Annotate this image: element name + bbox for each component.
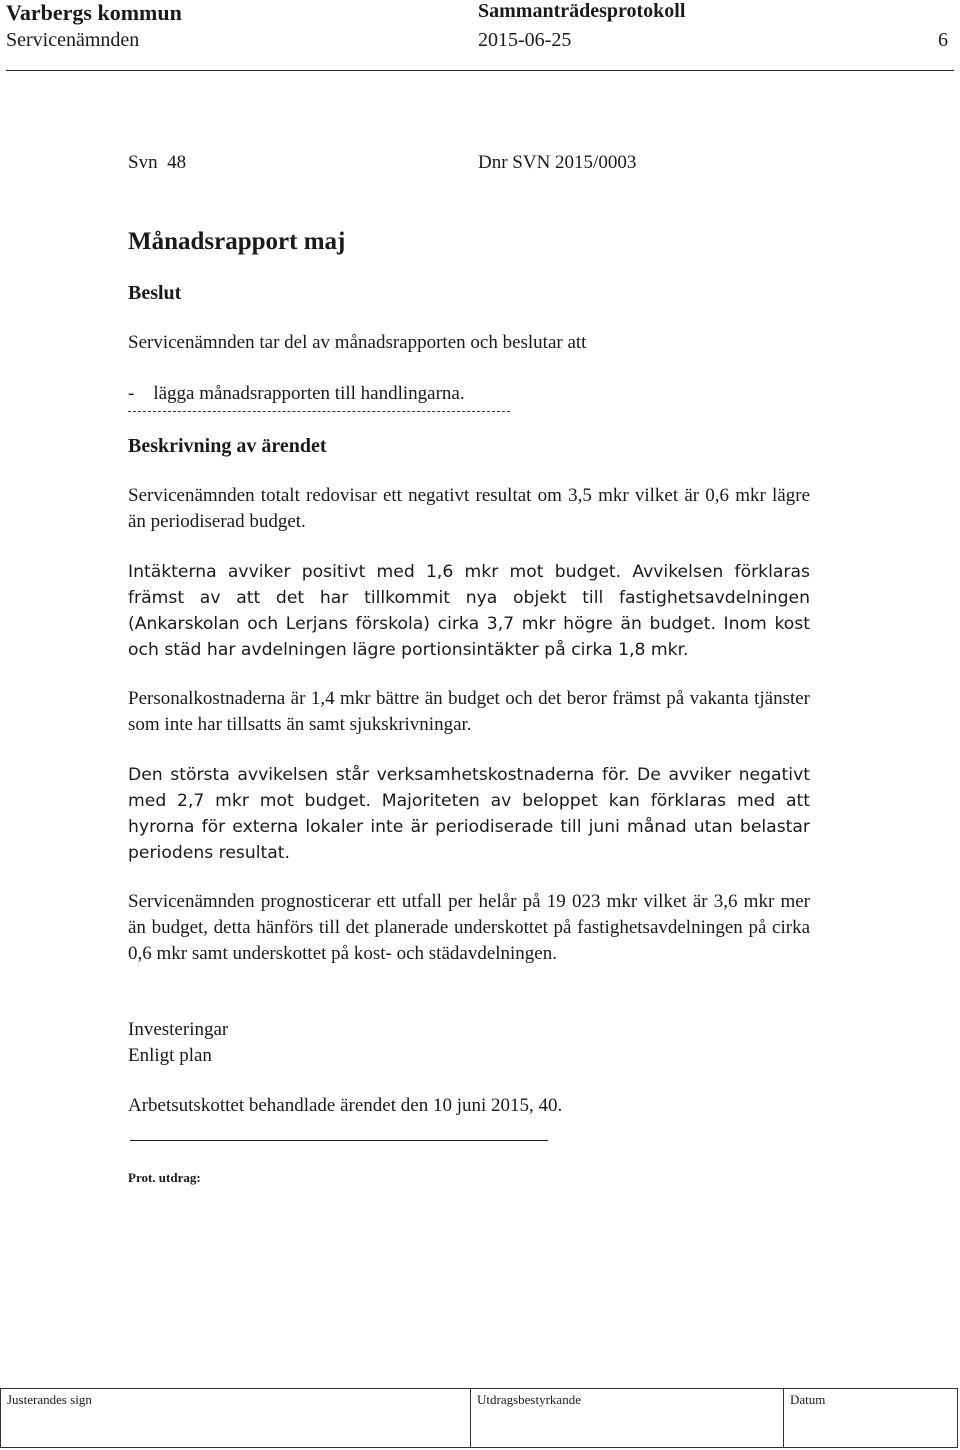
footer-extract-certification: Utdragsbestyrkande [471, 1389, 784, 1447]
committee-note: Arbetsutskottet behandlade ärendet den 10 juni 2015, 40. [128, 1095, 563, 1116]
paragraph-reference: Svn 48 [128, 152, 187, 173]
decision-intro: Servicenämnden tar del av månadsrapporten och beslutar att [128, 332, 587, 353]
footer-table [0, 1388, 958, 1448]
description-heading: Beskrivning av ärendet [128, 435, 327, 457]
decision-dashed-divider [128, 411, 510, 412]
signature-line [130, 1140, 548, 1141]
description-paragraph: Intäkterna avviker positivt med 1,6 mkr mot budget. Avvikelsen förklaras främst av att det har tillkommit nya objekt till fastighetsavdelningen (Ankarskolan och Lerjans förskola) cirka 3,7 mkr högre än budget. Inom kost och städ har avdelningen lägre portionsintäkter på cirka 1,8 mkr. [128, 562, 810, 660]
document-type: Sammanträdesprotokoll [478, 0, 686, 22]
footer-date: Datum [790, 1392, 826, 1407]
decision-heading: Beslut [128, 282, 182, 304]
organization-name: Varbergs kommun [6, 0, 182, 25]
header-divider [6, 70, 954, 71]
decision-item: - lägga månadsrapporten till handlingarna. [128, 383, 465, 404]
footer-adjuster-sign: Justerandes sign [1, 1389, 471, 1447]
investments-note: Investeringar Enligt plan [128, 1019, 229, 1066]
board-name: Servicenämnden [6, 29, 140, 51]
description-paragraph: Servicenämnden prognosticerar ett utfall per helår på 19 023 mkr vilket är 3,6 mkr mer än budget, detta hänförs till det planerade underskottet på fastighetsavdelningen på cirka 0,6 mkr samt underskottet på kost- och städavdelningen. [128, 891, 810, 964]
meeting-date: 2015-06-25 [478, 29, 572, 51]
page-number: 6 [938, 29, 948, 51]
case-title: Månadsrapport maj [128, 228, 346, 255]
description-paragraph: Den största avvikelsen står verksamhetskostnaderna för. De avviker negativt med 2,7 mkr mot budget. Majoriteten av beloppet kan förklaras med att hyrorna för externa lokaler inte är periodiserade till juni månad utan belastar periodens resultat. [128, 765, 810, 863]
case-reference-row [128, 150, 810, 176]
protocol-extract-label: Prot. utdrag: [128, 1170, 201, 1185]
description-paragraph: Servicenämnden totalt redovisar ett negativt resultat om 3,5 mkr vilket är 0,6 mkr lägre än periodiserad budget. [128, 485, 810, 532]
description-paragraph: Personalkostnaderna är 1,4 mkr bättre än budget och det beror främst på vakanta tjänster som inte har tillsatts än samt sjukskrivningar. [128, 688, 810, 735]
diary-number: Dnr SVN 2015/0003 [478, 152, 637, 173]
